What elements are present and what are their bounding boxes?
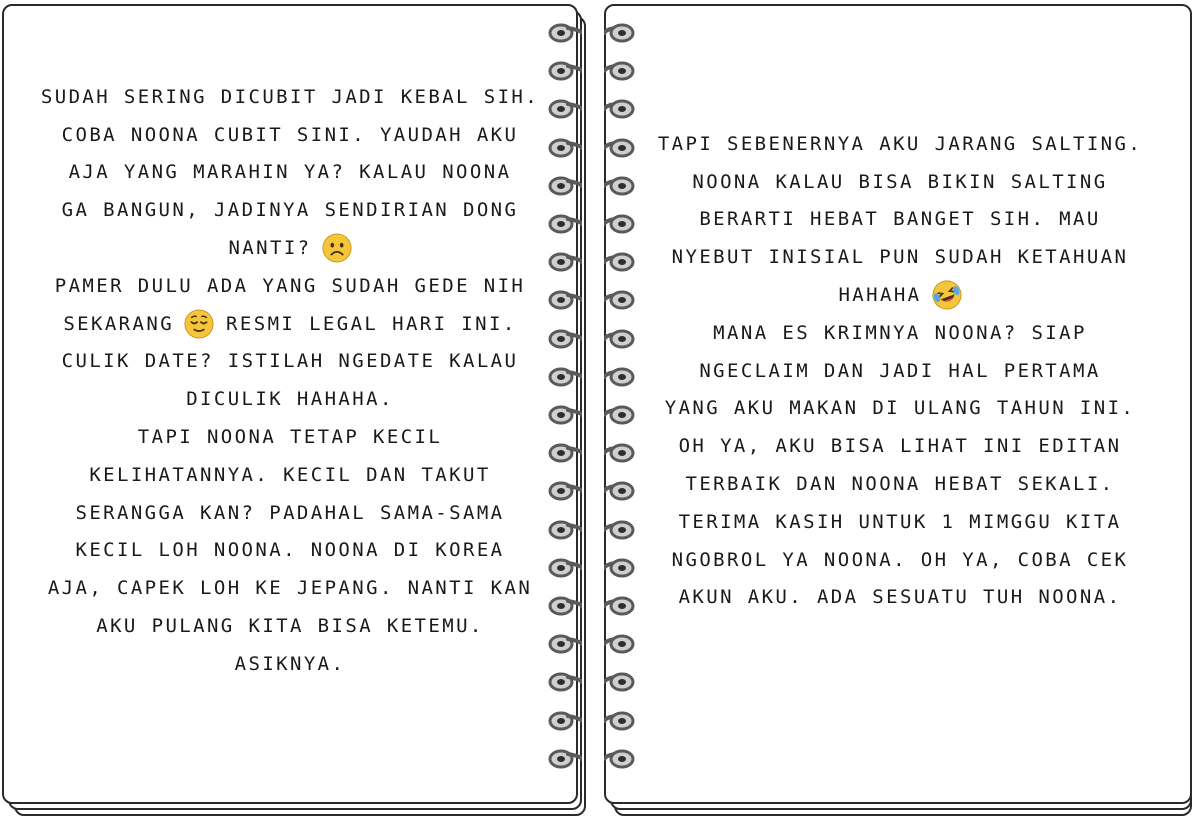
spiral-ring (548, 366, 582, 388)
text-line (69, 154, 512, 192)
spiral-ring (604, 328, 638, 350)
spiral-ring (548, 480, 582, 502)
line-text: GA BANGUN, JADINYA SENDIRIAN DONG (61, 199, 519, 222)
line-text: ASIKNYA. (234, 652, 346, 675)
spiral-ring (548, 671, 582, 693)
line-text: NYEBUT INISIAL PUN SUDAH KETAHUAN (671, 246, 1129, 269)
spiral-ring (604, 480, 638, 502)
line-text: AJA YANG MARAHIN YA? KALAU NOONA (68, 161, 512, 184)
text-line (665, 390, 1136, 428)
text-line (62, 191, 519, 229)
line-text: AJA, CAPEK LOH KE JEPANG. NANTI KAN (47, 577, 533, 600)
spiral-ring (604, 289, 638, 311)
line-text: HAHAHA (838, 284, 922, 307)
spiral-ring (604, 595, 638, 617)
spiral-ring (548, 710, 582, 732)
right-page-text (622, 125, 1178, 616)
spiral-ring (604, 404, 638, 426)
spiral-ring (548, 137, 582, 159)
text-line (55, 267, 526, 305)
spiral-ring (548, 22, 582, 44)
line-text: NANTI? (228, 237, 312, 260)
text-line (692, 163, 1107, 201)
spiral-ring (548, 98, 582, 120)
spiral-ring (604, 60, 638, 82)
rolling-on-floor-laughing-icon (932, 280, 962, 310)
line-text: AKU PULANG KITA BISA KETEMU. (96, 615, 484, 638)
spiral-ring (548, 175, 582, 197)
line-text: TAPI NOONA TETAP KECIL (137, 426, 443, 449)
spiral-ring (604, 137, 638, 159)
line-text: YANG AKU MAKAN DI ULANG TAHUN INI. (664, 397, 1136, 420)
line-text: TAPI SEBENERNYA AKU JARANG SALTING. (657, 132, 1143, 155)
spiral-ring (548, 289, 582, 311)
line-text: AKUN AKU. ADA SESUATU TUH NOONA. (678, 586, 1122, 609)
line-text-after-emoji: RESMI LEGAL HARI INI. (226, 312, 517, 335)
line-text: OH YA, AKU BISA LIHAT INI EDITAN (678, 435, 1122, 458)
spiral-ring (548, 328, 582, 350)
spiral-ring (604, 251, 638, 273)
text-line (96, 607, 484, 645)
spiral-ring (548, 442, 582, 464)
text-line (62, 343, 519, 381)
spiral-ring (604, 748, 638, 770)
line-text: CULIK DATE? ISTILAH NGEDATE KALAU (61, 350, 519, 373)
line-text: BERARTI HEBAT BANGET SIH. MAU (699, 208, 1101, 231)
spiral-ring (548, 213, 582, 235)
text-line (658, 125, 1142, 163)
line-text: SEKARANG (63, 312, 175, 335)
spiral-ring (548, 557, 582, 579)
line-text: TERIMA KASIH UNTUK 1 MIMGGU KITA (678, 510, 1122, 533)
frowning-face-icon (322, 233, 352, 263)
left-page-text (20, 78, 560, 683)
line-text: DICULIK HAHAHA. (186, 388, 394, 411)
line-text: MANA ES KRIMNYA NOONA? SIAP (713, 321, 1087, 344)
text-line (838, 276, 961, 314)
spiral-ring (604, 519, 638, 541)
line-text: SUDAH SERING DICUBIT JADI KEBAL SIH. (40, 85, 540, 108)
text-line (685, 465, 1114, 503)
spiral-ring (604, 98, 638, 120)
text-line (679, 579, 1122, 617)
text-line (713, 314, 1087, 352)
spiral-ring (548, 595, 582, 617)
text-line (235, 645, 346, 683)
spiral-ring (604, 710, 638, 732)
line-text: NGECLAIM DAN JADI HAL PERTAMA (699, 359, 1101, 382)
line-text: KECIL LOH NOONA. NOONA DI KOREA (75, 539, 505, 562)
text-line (63, 305, 516, 343)
spiral-ring (604, 22, 638, 44)
line-text: KELIHATANNYA. KECIL DAN TAKUT (89, 463, 491, 486)
text-line (672, 541, 1129, 579)
text-line (679, 503, 1122, 541)
line-text: TERBAIK DAN NOONA HEBAT SEKALI. (685, 473, 1115, 496)
spiral-ring (604, 213, 638, 235)
spiral-ring (548, 251, 582, 273)
line-text: COBA NOONA CUBIT SINI. YAUDAH AKU (61, 123, 519, 146)
line-text: NGOBROL YA NOONA. OH YA, COBA CEK (671, 548, 1129, 571)
spiral-ring (548, 748, 582, 770)
spiral-ring (548, 60, 582, 82)
text-line (48, 569, 532, 607)
text-line (186, 380, 394, 418)
text-line (138, 418, 442, 456)
line-text: SERANGGA KAN? PADAHAL SAMA-SAMA (75, 501, 505, 524)
text-line (89, 456, 490, 494)
relieved-face-icon (184, 309, 214, 339)
spiral-ring (548, 633, 582, 655)
text-line (679, 427, 1122, 465)
spiral-ring (548, 519, 582, 541)
spiral-ring (604, 671, 638, 693)
text-line (699, 201, 1100, 239)
spiral-ring (604, 366, 638, 388)
spiral-ring (604, 557, 638, 579)
spiral-ring (548, 404, 582, 426)
text-line (228, 229, 351, 267)
text-line (672, 238, 1129, 276)
spiral-ring (604, 442, 638, 464)
spiral-ring (604, 175, 638, 197)
spiral-ring (604, 633, 638, 655)
text-line (41, 78, 539, 116)
line-text: PAMER DULU ADA YANG SUDAH GEDE NIH (54, 274, 526, 297)
text-line (699, 352, 1100, 390)
line-text: NOONA KALAU BISA BIKIN SALTING (692, 170, 1108, 193)
text-line (75, 494, 504, 532)
text-line (75, 532, 504, 570)
text-line (62, 116, 519, 154)
